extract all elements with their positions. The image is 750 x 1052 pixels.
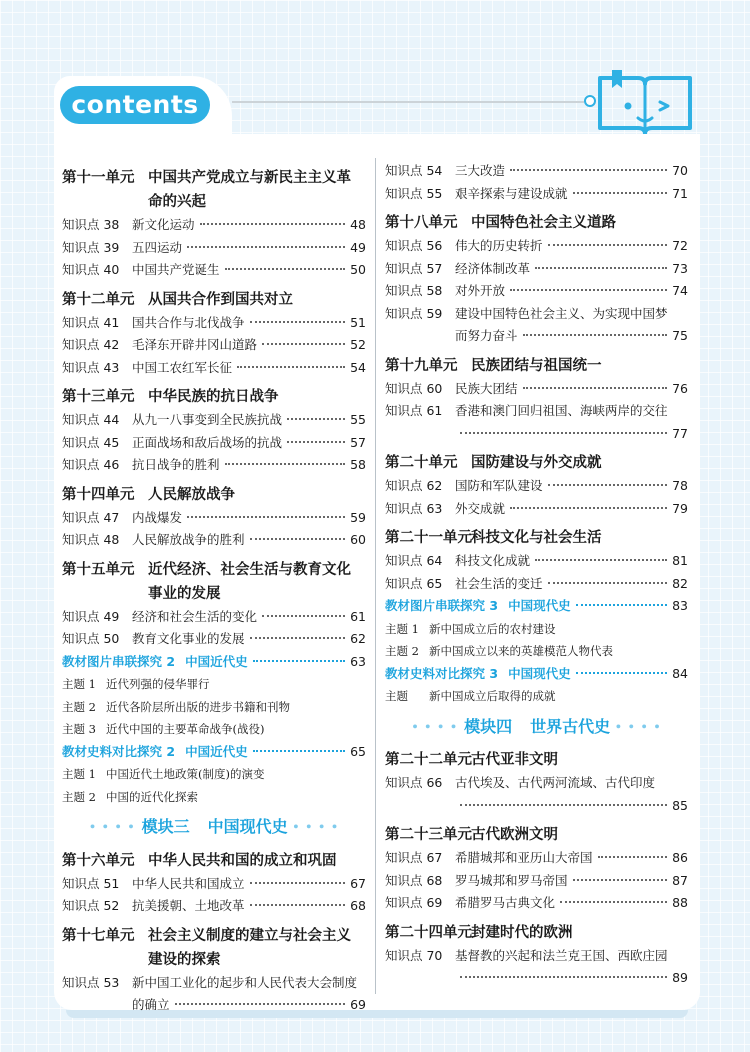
exploration-subject: 中国近代史 bbox=[185, 653, 248, 669]
knowledge-point-title: 希腊罗马古典文化 bbox=[455, 895, 556, 910]
knowledge-point-number: 知识点 68 bbox=[385, 872, 443, 888]
page-number: 62 bbox=[350, 631, 366, 646]
topic-title: 中国近代土地政策(制度)的演变 bbox=[106, 767, 265, 781]
toc-entry[interactable] bbox=[385, 183, 688, 206]
knowledge-point-number: 知识点 51 bbox=[62, 875, 120, 891]
exploration-title: 教材史料对比探究 2 bbox=[62, 743, 176, 759]
unit-number: 第十九单元 bbox=[385, 357, 458, 374]
knowledge-point-title: 国共合作与北伐战争 bbox=[132, 314, 245, 330]
knowledge-point-number: 知识点 61 bbox=[385, 403, 443, 418]
knowledge-point-number: 知识点 49 bbox=[62, 608, 120, 624]
dot-leader bbox=[548, 484, 668, 486]
toc-entry[interactable] bbox=[62, 895, 366, 918]
toc-entry[interactable] bbox=[385, 258, 688, 281]
dot-leader bbox=[460, 432, 667, 434]
page-number: 67 bbox=[350, 875, 366, 891]
page-number: 48 bbox=[350, 217, 366, 232]
toc-entry-continued[interactable] bbox=[385, 967, 688, 990]
page-number: 61 bbox=[350, 608, 366, 624]
knowledge-point-number: 知识点 43 bbox=[62, 359, 120, 375]
knowledge-point-title: 香港和澳门回归祖国、海峡两岸的交往 bbox=[455, 403, 668, 418]
unit-number: 第十八单元 bbox=[385, 215, 458, 231]
knowledge-point-number: 知识点 48 bbox=[62, 532, 120, 547]
topic-entry bbox=[385, 640, 688, 663]
module-heading bbox=[62, 812, 366, 843]
knowledge-point-title: 经济和社会生活的变化 bbox=[132, 608, 258, 624]
contents-heading: contents bbox=[60, 86, 210, 124]
dot-leader bbox=[598, 856, 668, 858]
topic-number: 主题 2 bbox=[62, 789, 96, 804]
page-number: 74 bbox=[672, 283, 688, 298]
knowledge-point-title: 基督教的兴起和法兰克王国、西欧庄园 bbox=[455, 947, 668, 963]
knowledge-point-title: 抗美援朝、土地改革 bbox=[132, 898, 245, 913]
page-number: 57 bbox=[350, 434, 366, 450]
unit-heading bbox=[62, 483, 366, 507]
exploration-subject: 中国现代史 bbox=[508, 598, 571, 613]
unit-title: 古代亚非文明 bbox=[471, 752, 558, 768]
dot-leader bbox=[225, 268, 346, 270]
dot-leader bbox=[250, 538, 346, 540]
unit-number: 第十六单元 bbox=[62, 852, 135, 869]
topic-number: 主题 2 bbox=[385, 644, 419, 658]
dot-leader bbox=[250, 321, 346, 323]
dot-leader bbox=[460, 804, 667, 806]
page-number: 82 bbox=[672, 575, 688, 591]
topic-entry bbox=[62, 763, 366, 786]
unit-title: 民族团结与祖国统一 bbox=[471, 357, 602, 374]
topic-number: 主题 1 bbox=[62, 677, 96, 691]
topic-title: 近代各阶层所出版的进步书籍和刊物 bbox=[106, 699, 290, 714]
toc-entry[interactable] bbox=[62, 237, 366, 260]
knowledge-point-number: 知识点 66 bbox=[385, 775, 443, 790]
knowledge-point-number: 知识点 45 bbox=[62, 434, 120, 450]
exploration-title: 教材史料对比探究 3 bbox=[385, 665, 499, 681]
page-number: 76 bbox=[672, 380, 688, 396]
unit-heading bbox=[385, 526, 688, 550]
topic-number: 主题 3 bbox=[62, 722, 96, 736]
unit-title: 从国共合作到国共对立 bbox=[148, 291, 293, 308]
dot-leader bbox=[200, 223, 346, 225]
page-number: 65 bbox=[350, 743, 366, 759]
dot-leader bbox=[510, 507, 667, 509]
toc-entry[interactable] bbox=[385, 573, 688, 596]
knowledge-point-title: 科技文化成就 bbox=[455, 553, 531, 568]
topic-number: 主题 2 bbox=[62, 699, 96, 714]
unit-heading bbox=[62, 166, 366, 214]
dot-leader bbox=[573, 879, 668, 881]
knowledge-point-title: 希腊城邦和亚历山大帝国 bbox=[455, 850, 593, 865]
toc-entry[interactable] bbox=[62, 214, 366, 237]
unit-title: 近代经济、社会生活与教育文化 bbox=[148, 561, 351, 578]
knowledge-point-number: 知识点 70 bbox=[385, 947, 443, 963]
knowledge-point-number: 知识点 64 bbox=[385, 553, 443, 568]
unit-title-continued: 事业的发展 bbox=[148, 585, 221, 602]
knowledge-point-number: 知识点 62 bbox=[385, 478, 443, 493]
page-number: 75 bbox=[672, 328, 688, 343]
toc-entry[interactable] bbox=[385, 892, 688, 915]
knowledge-point-title-continued: 而努力奋斗 bbox=[455, 328, 518, 343]
exploration-title: 教材图片串联探究 3 bbox=[385, 598, 499, 613]
exploration-title: 教材图片串联探究 2 bbox=[62, 653, 176, 669]
knowledge-point-number: 知识点 39 bbox=[62, 239, 120, 255]
dot-leader bbox=[262, 343, 345, 345]
dot-leader bbox=[573, 192, 668, 194]
dot-leader bbox=[287, 441, 345, 443]
knowledge-point-title: 国防和军队建设 bbox=[455, 478, 543, 493]
toc-entry[interactable] bbox=[62, 873, 366, 896]
knowledge-point-title: 抗日战争的胜利 bbox=[132, 457, 220, 472]
toc-entry[interactable] bbox=[62, 334, 366, 357]
toc-entry[interactable] bbox=[62, 312, 366, 335]
dot-leader bbox=[250, 637, 346, 639]
unit-title: 封建时代的欧洲 bbox=[471, 924, 573, 941]
exploration-subject: 中国现代史 bbox=[508, 665, 571, 681]
unit-title: 中国特色社会主义道路 bbox=[471, 215, 616, 231]
topic-number: 主题 1 bbox=[62, 767, 96, 781]
knowledge-point-number: 知识点 42 bbox=[62, 337, 120, 352]
dot-leader bbox=[253, 660, 346, 662]
page-number: 51 bbox=[350, 314, 366, 330]
topic-entry bbox=[385, 685, 688, 708]
right-column bbox=[385, 160, 688, 990]
unit-number: 第十四单元 bbox=[62, 486, 135, 503]
page-number: 84 bbox=[672, 665, 688, 681]
topic-title: 新中国成立以来的英雄模范人物代表 bbox=[429, 644, 613, 658]
knowledge-point-number: 知识点 67 bbox=[385, 850, 443, 865]
knowledge-point-number: 知识点 47 bbox=[62, 509, 120, 525]
knowledge-point-title: 外交成就 bbox=[455, 500, 506, 516]
knowledge-point-title: 毛泽东开辟井冈山道路 bbox=[132, 337, 258, 352]
page-number: 77 bbox=[672, 425, 688, 441]
module-dots-left: • • • • bbox=[411, 720, 459, 733]
exploration-entry[interactable] bbox=[385, 663, 688, 686]
knowledge-point-number: 知识点 58 bbox=[385, 283, 443, 298]
page-number: 73 bbox=[672, 260, 688, 276]
dot-leader bbox=[187, 516, 345, 518]
knowledge-point-number: 知识点 41 bbox=[62, 314, 120, 330]
unit-heading bbox=[385, 211, 688, 235]
knowledge-point-number: 知识点 63 bbox=[385, 500, 443, 516]
topic-title: 新中国成立后取得的成就 bbox=[429, 689, 556, 703]
knowledge-point-number: 知识点 46 bbox=[62, 457, 120, 472]
toc-entry[interactable] bbox=[385, 160, 688, 183]
dot-leader bbox=[262, 615, 345, 617]
toc-entry[interactable] bbox=[385, 235, 688, 258]
module-dots-right: • • • • bbox=[610, 720, 662, 733]
knowledge-point-title: 古代埃及、古代两河流域、古代印度 bbox=[455, 775, 656, 790]
unit-heading bbox=[385, 748, 688, 772]
unit-title: 中国共产党成立与新民主主义革 bbox=[148, 170, 351, 186]
topic-number: 主题 1 bbox=[385, 621, 419, 636]
unit-title: 古代欧洲文明 bbox=[471, 827, 558, 843]
toc-entry[interactable] bbox=[62, 454, 366, 477]
knowledge-point-title: 中国共产党诞生 bbox=[132, 262, 220, 277]
knowledge-point-title: 艰辛探索与建设成就 bbox=[455, 185, 568, 201]
toc-entry[interactable] bbox=[385, 280, 688, 303]
topic-entry bbox=[62, 696, 366, 719]
knowledge-point-number: 知识点 69 bbox=[385, 895, 443, 910]
left-column bbox=[62, 160, 366, 1017]
knowledge-point-title-continued: 的确立 bbox=[132, 997, 170, 1012]
dot-leader bbox=[523, 387, 668, 389]
knowledge-point-title: 从九一八事变到全民族抗战 bbox=[132, 412, 283, 427]
knowledge-point-number: 知识点 40 bbox=[62, 262, 120, 277]
column-divider bbox=[375, 158, 376, 994]
unit-heading bbox=[385, 451, 688, 475]
knowledge-point-number: 知识点 57 bbox=[385, 260, 443, 276]
topic-entry bbox=[62, 718, 366, 741]
dot-leader bbox=[510, 289, 667, 291]
unit-heading bbox=[62, 849, 366, 873]
dot-leader bbox=[253, 750, 346, 752]
page-number: 71 bbox=[672, 185, 688, 201]
open-book-face-icon bbox=[594, 68, 696, 140]
module-name: 模块四 bbox=[464, 716, 513, 736]
dot-leader bbox=[510, 169, 667, 171]
dot-leader bbox=[225, 463, 346, 465]
dot-leader bbox=[535, 559, 667, 561]
page-number: 88 bbox=[672, 895, 688, 910]
page-number: 55 bbox=[350, 412, 366, 427]
knowledge-point-title: 五四运动 bbox=[132, 239, 183, 255]
unit-number: 第二十单元 bbox=[385, 455, 458, 471]
unit-heading bbox=[385, 823, 688, 847]
knowledge-point-number: 知识点 65 bbox=[385, 575, 443, 591]
toc-entry[interactable] bbox=[385, 498, 688, 521]
unit-heading bbox=[62, 385, 366, 409]
topic-title: 新中国成立后的农村建设 bbox=[429, 621, 556, 636]
unit-number: 第二十三单元 bbox=[385, 827, 472, 843]
toc-entry[interactable] bbox=[385, 400, 688, 423]
toc-entry[interactable] bbox=[62, 357, 366, 380]
knowledge-point-title: 经济体制改革 bbox=[455, 260, 531, 276]
knowledge-point-title: 教育文化事业的发展 bbox=[132, 631, 245, 646]
topic-entry bbox=[62, 673, 366, 696]
module-dots-right: • • • • bbox=[287, 820, 340, 834]
unit-number: 第二十四单元 bbox=[385, 924, 472, 941]
page-number: 68 bbox=[350, 898, 366, 913]
dot-leader bbox=[535, 267, 667, 269]
knowledge-point-number: 知识点 53 bbox=[62, 974, 120, 990]
unit-title: 中华民族的抗日战争 bbox=[148, 389, 279, 405]
toc-entry[interactable] bbox=[62, 972, 366, 995]
toc-entry-continued[interactable] bbox=[62, 994, 366, 1017]
unit-heading bbox=[385, 354, 688, 378]
page-number: 81 bbox=[672, 553, 688, 568]
page-number: 60 bbox=[350, 532, 366, 547]
toc-entry[interactable] bbox=[385, 303, 688, 326]
topic-entry bbox=[385, 618, 688, 641]
unit-number: 第十三单元 bbox=[62, 389, 135, 405]
page-number: 89 bbox=[672, 970, 688, 985]
page-number: 54 bbox=[350, 359, 366, 375]
knowledge-point-title: 民族大团结 bbox=[455, 380, 518, 396]
knowledge-point-title: 伟大的历史转折 bbox=[455, 238, 543, 253]
knowledge-point-number: 知识点 44 bbox=[62, 412, 120, 427]
unit-heading bbox=[62, 924, 366, 972]
unit-number: 第二十一单元 bbox=[385, 530, 472, 546]
unit-title-continued: 建设的探索 bbox=[148, 951, 221, 968]
knowledge-point-title: 建设中国特色社会主义、为实现中国梦 bbox=[455, 305, 668, 321]
module-heading bbox=[385, 712, 688, 743]
dot-leader bbox=[548, 244, 668, 246]
toc-entry-continued[interactable] bbox=[385, 423, 688, 446]
toc-entry[interactable] bbox=[62, 409, 366, 432]
knowledge-point-number: 知识点 59 bbox=[385, 305, 443, 321]
knowledge-point-number: 知识点 50 bbox=[62, 631, 120, 646]
knowledge-point-title: 中国工农红军长征 bbox=[132, 359, 233, 375]
unit-title-continued: 命的兴起 bbox=[148, 194, 206, 210]
toc-entry[interactable] bbox=[62, 529, 366, 552]
unit-title: 社会主义制度的建立与社会主义 bbox=[148, 927, 351, 944]
dot-leader bbox=[576, 672, 668, 674]
exploration-subject: 中国近代史 bbox=[185, 743, 248, 759]
knowledge-point-title: 中华人民共和国成立 bbox=[132, 875, 245, 891]
dot-leader bbox=[187, 246, 345, 248]
knowledge-point-number: 知识点 55 bbox=[385, 185, 443, 201]
topic-title: 中国的近代化探索 bbox=[106, 789, 198, 804]
unit-title: 中华人民共和国的成立和巩固 bbox=[148, 852, 337, 869]
page-number: 63 bbox=[350, 653, 366, 669]
page-number: 59 bbox=[350, 509, 366, 525]
page-number: 83 bbox=[672, 598, 688, 613]
unit-heading bbox=[385, 921, 688, 945]
knowledge-point-title: 人民解放战争的胜利 bbox=[132, 532, 245, 547]
toc-entry[interactable] bbox=[385, 847, 688, 870]
knowledge-point-title: 三大改造 bbox=[455, 163, 506, 178]
unit-number: 第十五单元 bbox=[62, 561, 135, 578]
dot-leader bbox=[237, 366, 345, 368]
knowledge-point-title: 正面战场和敌后战场的抗战 bbox=[132, 434, 283, 450]
module-title: 中国现代史 bbox=[207, 817, 288, 836]
dot-leader bbox=[576, 604, 668, 606]
page-number: 78 bbox=[672, 478, 688, 493]
toc-entry[interactable] bbox=[62, 507, 366, 530]
module-dots-left: • • • • bbox=[88, 820, 136, 834]
toc-entry[interactable] bbox=[385, 772, 688, 795]
unit-title: 科技文化与社会生活 bbox=[471, 530, 602, 546]
page-number: 87 bbox=[672, 872, 688, 888]
knowledge-point-title: 新文化运动 bbox=[132, 217, 195, 232]
unit-title: 国防建设与外交成就 bbox=[471, 455, 602, 471]
page-number: 70 bbox=[672, 163, 688, 178]
toc-entry[interactable] bbox=[385, 945, 688, 968]
toc-entry-continued[interactable] bbox=[385, 325, 688, 348]
topic-number: 主题 bbox=[385, 689, 408, 703]
dot-leader bbox=[460, 976, 667, 978]
topic-title: 近代中国的主要革命战争(战役) bbox=[106, 722, 265, 736]
exploration-entry[interactable] bbox=[62, 651, 366, 674]
page-number: 52 bbox=[350, 337, 366, 352]
unit-number: 第十二单元 bbox=[62, 291, 135, 308]
page-number: 85 bbox=[672, 797, 688, 813]
knowledge-point-title: 社会生活的变迁 bbox=[455, 575, 543, 591]
dot-leader bbox=[560, 901, 667, 903]
dot-leader bbox=[548, 582, 668, 584]
knowledge-point-title: 罗马城邦和罗马帝国 bbox=[455, 872, 568, 888]
toc-entry-continued[interactable] bbox=[385, 795, 688, 818]
toc-entry[interactable] bbox=[385, 550, 688, 573]
toc-entry[interactable] bbox=[62, 606, 366, 629]
unit-number: 第十一单元 bbox=[62, 170, 135, 186]
unit-number: 第十七单元 bbox=[62, 927, 135, 944]
unit-number: 第二十二单元 bbox=[385, 752, 472, 768]
topic-title: 近代列强的侵华罪行 bbox=[106, 677, 210, 691]
page-number: 72 bbox=[672, 238, 688, 253]
knowledge-point-title: 内战爆发 bbox=[132, 509, 183, 525]
knowledge-point-title: 对外开放 bbox=[455, 283, 506, 298]
page-number: 50 bbox=[350, 262, 366, 277]
topic-entry bbox=[62, 786, 366, 809]
exploration-entry[interactable] bbox=[62, 741, 366, 764]
toc-entry[interactable] bbox=[62, 259, 366, 282]
toc-entry[interactable] bbox=[385, 378, 688, 401]
module-title: 世界古代史 bbox=[530, 716, 611, 736]
page-number: 58 bbox=[350, 457, 366, 472]
page-number: 86 bbox=[672, 850, 688, 865]
knowledge-point-number: 知识点 54 bbox=[385, 163, 443, 178]
unit-heading bbox=[62, 558, 366, 606]
knowledge-point-title: 新中国工业化的起步和人民代表大会制度 bbox=[132, 974, 358, 990]
module-name: 模块三 bbox=[141, 817, 190, 836]
toc-entry[interactable] bbox=[385, 475, 688, 498]
toc-entry[interactable] bbox=[62, 628, 366, 651]
page-number: 79 bbox=[672, 500, 688, 516]
page-number: 49 bbox=[350, 239, 366, 255]
toc-entry[interactable] bbox=[62, 432, 366, 455]
knowledge-point-number: 知识点 60 bbox=[385, 380, 443, 396]
dot-leader bbox=[523, 334, 668, 336]
unit-heading bbox=[62, 288, 366, 312]
knowledge-point-number: 知识点 38 bbox=[62, 217, 120, 232]
unit-title: 人民解放战争 bbox=[148, 486, 235, 503]
toc-entry[interactable] bbox=[385, 870, 688, 893]
dot-leader bbox=[250, 904, 346, 906]
dot-leader bbox=[175, 1003, 346, 1005]
dot-leader bbox=[250, 882, 346, 884]
header-rule bbox=[232, 101, 584, 103]
page-number: 69 bbox=[350, 997, 366, 1012]
dot-leader bbox=[287, 418, 345, 420]
knowledge-point-number: 知识点 52 bbox=[62, 898, 120, 913]
knowledge-point-number: 知识点 56 bbox=[385, 238, 443, 253]
exploration-entry[interactable] bbox=[385, 595, 688, 618]
